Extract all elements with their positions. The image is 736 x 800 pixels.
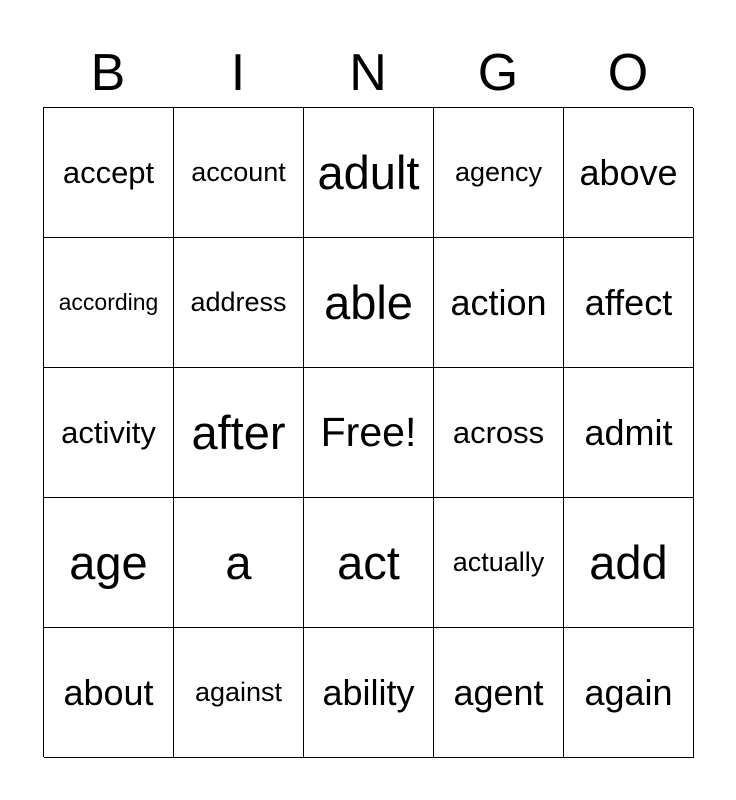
bingo-cell-r3-c3[interactable] <box>434 498 564 628</box>
bingo-header <box>43 40 693 106</box>
cell-word: a <box>225 536 252 589</box>
cell-word: address <box>190 287 287 317</box>
bingo-cell-r3-c4[interactable] <box>564 498 694 628</box>
cell-word: act <box>337 536 400 589</box>
cell-word: account <box>191 157 286 187</box>
cell-word: accept <box>62 154 155 190</box>
cell-word: agent <box>453 671 544 713</box>
bingo-cell-r1-c0[interactable] <box>44 238 174 368</box>
bingo-cell-r2-c1[interactable] <box>174 368 304 498</box>
bingo-cell-r3-c1[interactable] <box>174 498 304 628</box>
bingo-cell-r4-c0[interactable] <box>44 628 174 758</box>
cell-word: agency <box>454 157 543 187</box>
header-letter-b: B <box>90 44 126 102</box>
cell-word: across <box>452 414 545 450</box>
bingo-cell-r0-c1[interactable] <box>174 108 304 238</box>
cell-word: after <box>191 406 286 459</box>
cell-word: again <box>584 671 673 713</box>
bingo-cell-r4-c2[interactable] <box>304 628 434 758</box>
cell-word: adult <box>317 146 420 199</box>
bingo-cell-r0-c0[interactable] <box>44 108 174 238</box>
cell-word: ability <box>322 671 415 713</box>
bingo-cell-r3-c0[interactable] <box>44 498 174 628</box>
cell-word: action <box>450 281 547 323</box>
bingo-cell-r2-c4[interactable] <box>564 368 694 498</box>
header-letter-g: G <box>477 44 519 102</box>
bingo-cell-r0-c4[interactable] <box>564 108 694 238</box>
bingo-cell-r0-c3[interactable] <box>434 108 564 238</box>
bingo-cell-r0-c2[interactable] <box>304 108 434 238</box>
bingo-cell-free[interactable] <box>304 368 434 498</box>
bingo-cell-r2-c0[interactable] <box>44 368 174 498</box>
cell-word: activity <box>61 414 156 450</box>
bingo-cell-r1-c2[interactable] <box>304 238 434 368</box>
bingo-cell-r3-c2[interactable] <box>304 498 434 628</box>
header-letter-o: O <box>607 44 649 102</box>
cell-word: affect <box>584 281 673 323</box>
bingo-cell-r4-c4[interactable] <box>564 628 694 758</box>
cell-word: add <box>589 536 668 589</box>
bingo-cell-r4-c3[interactable] <box>434 628 564 758</box>
bingo-cell-r1-c4[interactable] <box>564 238 694 368</box>
cell-word: Free! <box>320 409 417 455</box>
cell-word: against <box>194 677 283 707</box>
cell-word: age <box>69 536 148 589</box>
cell-word: according <box>58 289 159 315</box>
cell-word: above <box>579 151 678 193</box>
cell-word: able <box>324 276 413 329</box>
cell-word: about <box>63 671 154 713</box>
cell-word: actually <box>452 547 545 577</box>
cell-word: admit <box>584 411 673 453</box>
bingo-cell-r4-c1[interactable] <box>174 628 304 758</box>
bingo-cell-r1-c1[interactable] <box>174 238 304 368</box>
header-letter-n: N <box>349 44 387 102</box>
header-letter-i: I <box>230 44 246 102</box>
bingo-cell-r2-c3[interactable] <box>434 368 564 498</box>
bingo-board <box>43 107 693 757</box>
bingo-cell-r1-c3[interactable] <box>434 238 564 368</box>
